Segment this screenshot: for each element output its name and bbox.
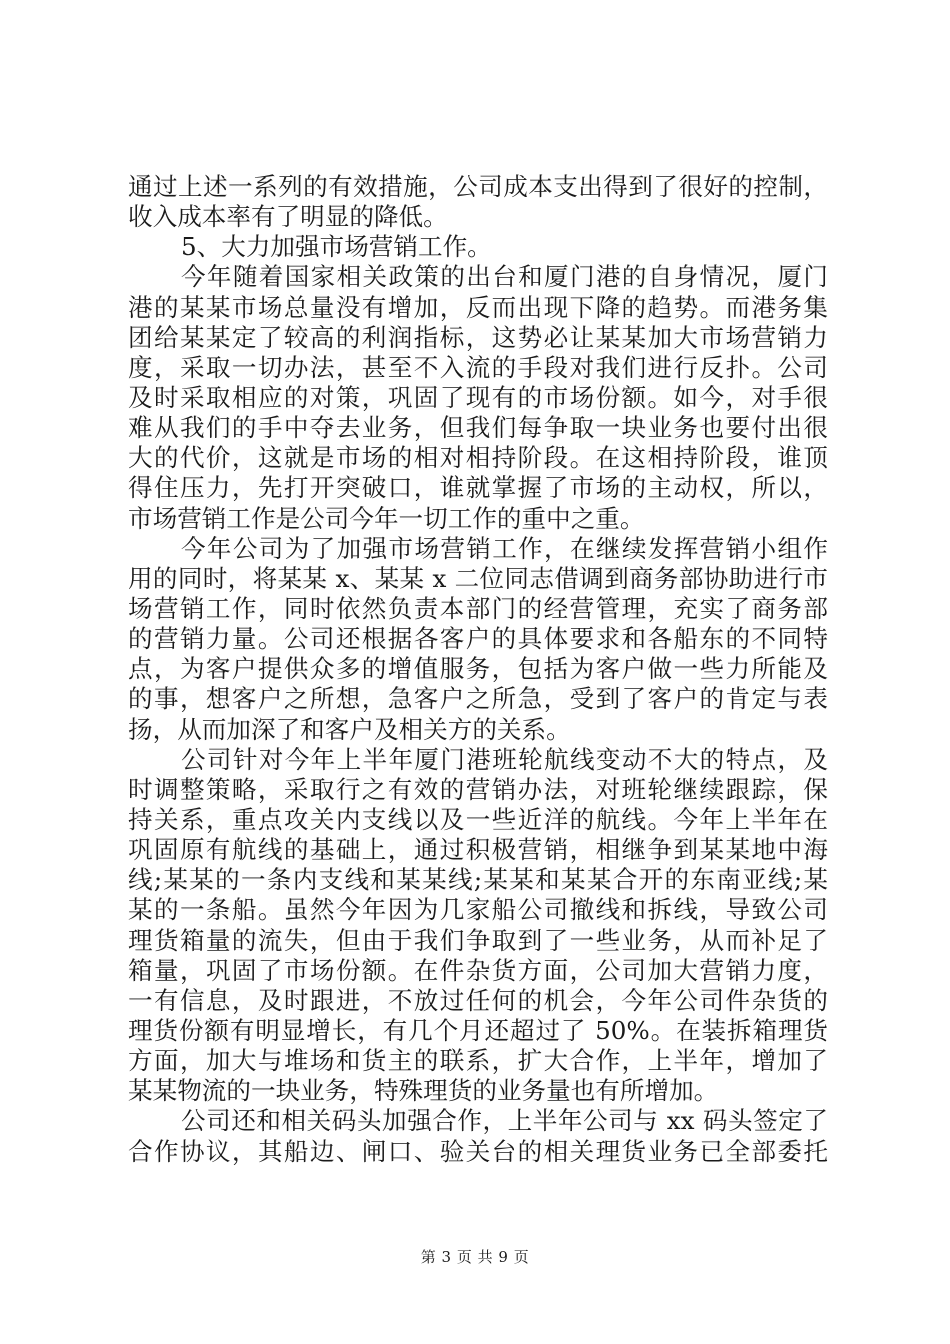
text-line: 港的某某市场总量没有增加，反而出现下降的趋势。而港务集 — [128, 292, 828, 322]
text-line: 今年公司为了加强市场营销工作，在继续发挥营销小组作 — [181, 533, 828, 563]
document-body — [128, 172, 828, 1167]
text-line: 团给某某定了较高的利润指标，这势必让某某加大市场营销力 — [128, 322, 828, 352]
text-line: 方面，加大与堆场和货主的联系，扩大合作，上半年，增加了 — [128, 1046, 828, 1076]
text-line: 理货份额有明显增长，有几个月还超过了 50%。在装拆箱理货 — [128, 1015, 828, 1045]
text-line: 某某物流的一块业务，特殊理货的业务量也有所增加。 — [128, 1076, 719, 1106]
text-line: 的事，想客户之所想，急客户之所急，受到了客户的肯定与表 — [128, 684, 828, 714]
text-line: 通过上述一系列的有效措施，公司成本支出得到了很好的控制， — [128, 172, 828, 201]
text-line: 扬，从而加深了和客户及相关方的关系。 — [128, 714, 571, 744]
text-line: 收入成本率有了明显的降低。 — [128, 202, 448, 232]
text-line: 的营销力量。公司还根据各客户的具体要求和各船东的不同特 — [128, 624, 828, 654]
text-line: 用的同时，将某某 x、某某 x 二位同志借调到商务部协助进行市 — [128, 563, 828, 593]
text-line: 今年随着国家相关政策的出台和厦门港的自身情况，厦门 — [181, 262, 828, 292]
text-line: 度，采取一切办法，甚至不入流的手段对我们进行反扑。公司 — [128, 352, 828, 382]
section-heading: 5、大力加强市场营销工作。 — [181, 232, 492, 262]
text-line: 一有信息，及时跟进，不放过任何的机会，今年公司件杂货的 — [128, 985, 828, 1015]
text-line: 公司还和相关码头加强合作，上半年公司与 xx 码头签定了 — [181, 1106, 828, 1136]
text-line: 合作协议，其船边、闸口、验关台的相关理货业务已全部委托 — [128, 1136, 828, 1166]
text-line: 得住压力，先打开突破口，谁就掌握了市场的主动权，所以， — [128, 473, 828, 503]
text-line: 场营销工作，同时依然负责本部门的经营管理，充实了商务部 — [128, 593, 828, 623]
text-line: 持关系，重点攻关内支线以及一些近洋的航线。今年上半年在 — [128, 804, 828, 834]
text-line: 市场营销工作是公司今年一切工作的重中之重。 — [128, 503, 645, 533]
page-number-footer: 第 3 页 共 9 页 — [420, 1248, 530, 1266]
text-line: 巩固原有航线的基础上，通过积极营销，相继争到某某地中海 — [128, 835, 828, 865]
text-line: 难从我们的手中夺去业务，但我们每争取一块业务也要付出很 — [128, 413, 828, 443]
text-line: 线;某某的一条内支线和某某线;某某和某某合开的东南亚线;某 — [128, 865, 828, 895]
text-line: 时调整策略，采取行之有效的营销办法，对班轮继续跟踪，保 — [128, 774, 828, 804]
text-line: 点，为客户提供众多的增值服务，包括为客户做一些力所能及 — [128, 654, 828, 684]
text-line: 大的代价，这就是市场的相对相持阶段。在这相持阶段，谁顶 — [128, 443, 828, 473]
text-line: 箱量，巩固了市场份额。在件杂货方面，公司加大营销力度， — [128, 955, 828, 985]
text-line: 及时采取相应的对策，巩固了现有的市场份额。如今，对手很 — [128, 382, 828, 412]
text-line: 某的一条船。虽然今年因为几家船公司撤线和拆线，导致公司 — [128, 895, 828, 925]
text-line: 公司针对今年上半年厦门港班轮航线变动不大的特点，及 — [181, 744, 828, 774]
text-line: 理货箱量的流失，但由于我们争取到了一些业务，从而补足了 — [128, 925, 828, 955]
